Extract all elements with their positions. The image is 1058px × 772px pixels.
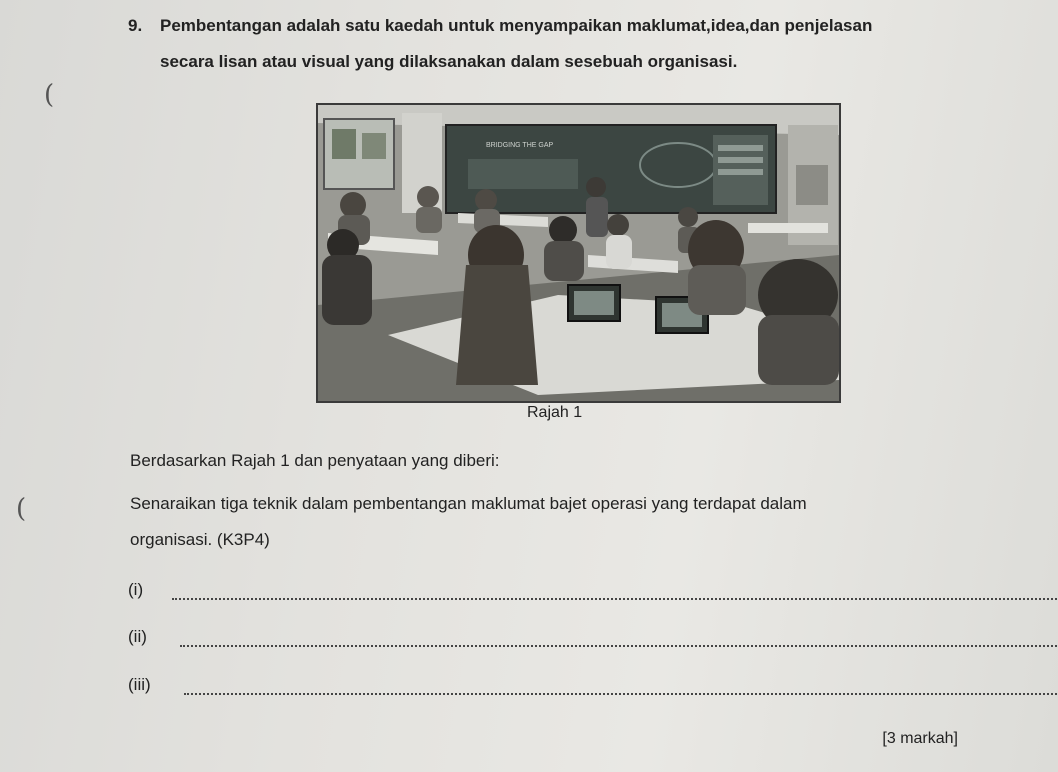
answer-dotted-line-2 [180,645,1058,647]
margin-bracket-1: ( [44,80,55,110]
answer-label-2: (ii) [128,627,147,646]
question-text-line-2: secara lisan atau visual yang dilaksanakan dalam sesebuah organisasi. [160,52,738,71]
screen-title-text: BRIDGING THE GAP [486,142,554,149]
margin-bracket-2: ( [16,494,27,524]
question-number: 9. [128,16,143,35]
instruction-line-3: organisasi. (K3P4) [130,530,270,549]
answer-label-3: (iii) [128,675,151,694]
classroom-photo [316,103,841,403]
figure-caption: Rajah 1 [527,404,583,421]
answer-dotted-line-3 [184,693,1058,695]
instruction-line-2: Senaraikan tiga teknik dalam pembentangan maklumat bajet operasi yang terdapat dalam [130,494,807,513]
answer-label-1: (i) [128,580,144,599]
instruction-line-1: Berdasarkan Rajah 1 dan penyataan yang diberi: [130,451,500,470]
marks-label: [3 markah] [882,730,958,747]
question-text-line-1: Pembentangan adalah satu kaedah untuk menyampaikan maklumat,idea,dan penjelasan [160,16,873,35]
answer-dotted-line-1 [172,598,1058,600]
